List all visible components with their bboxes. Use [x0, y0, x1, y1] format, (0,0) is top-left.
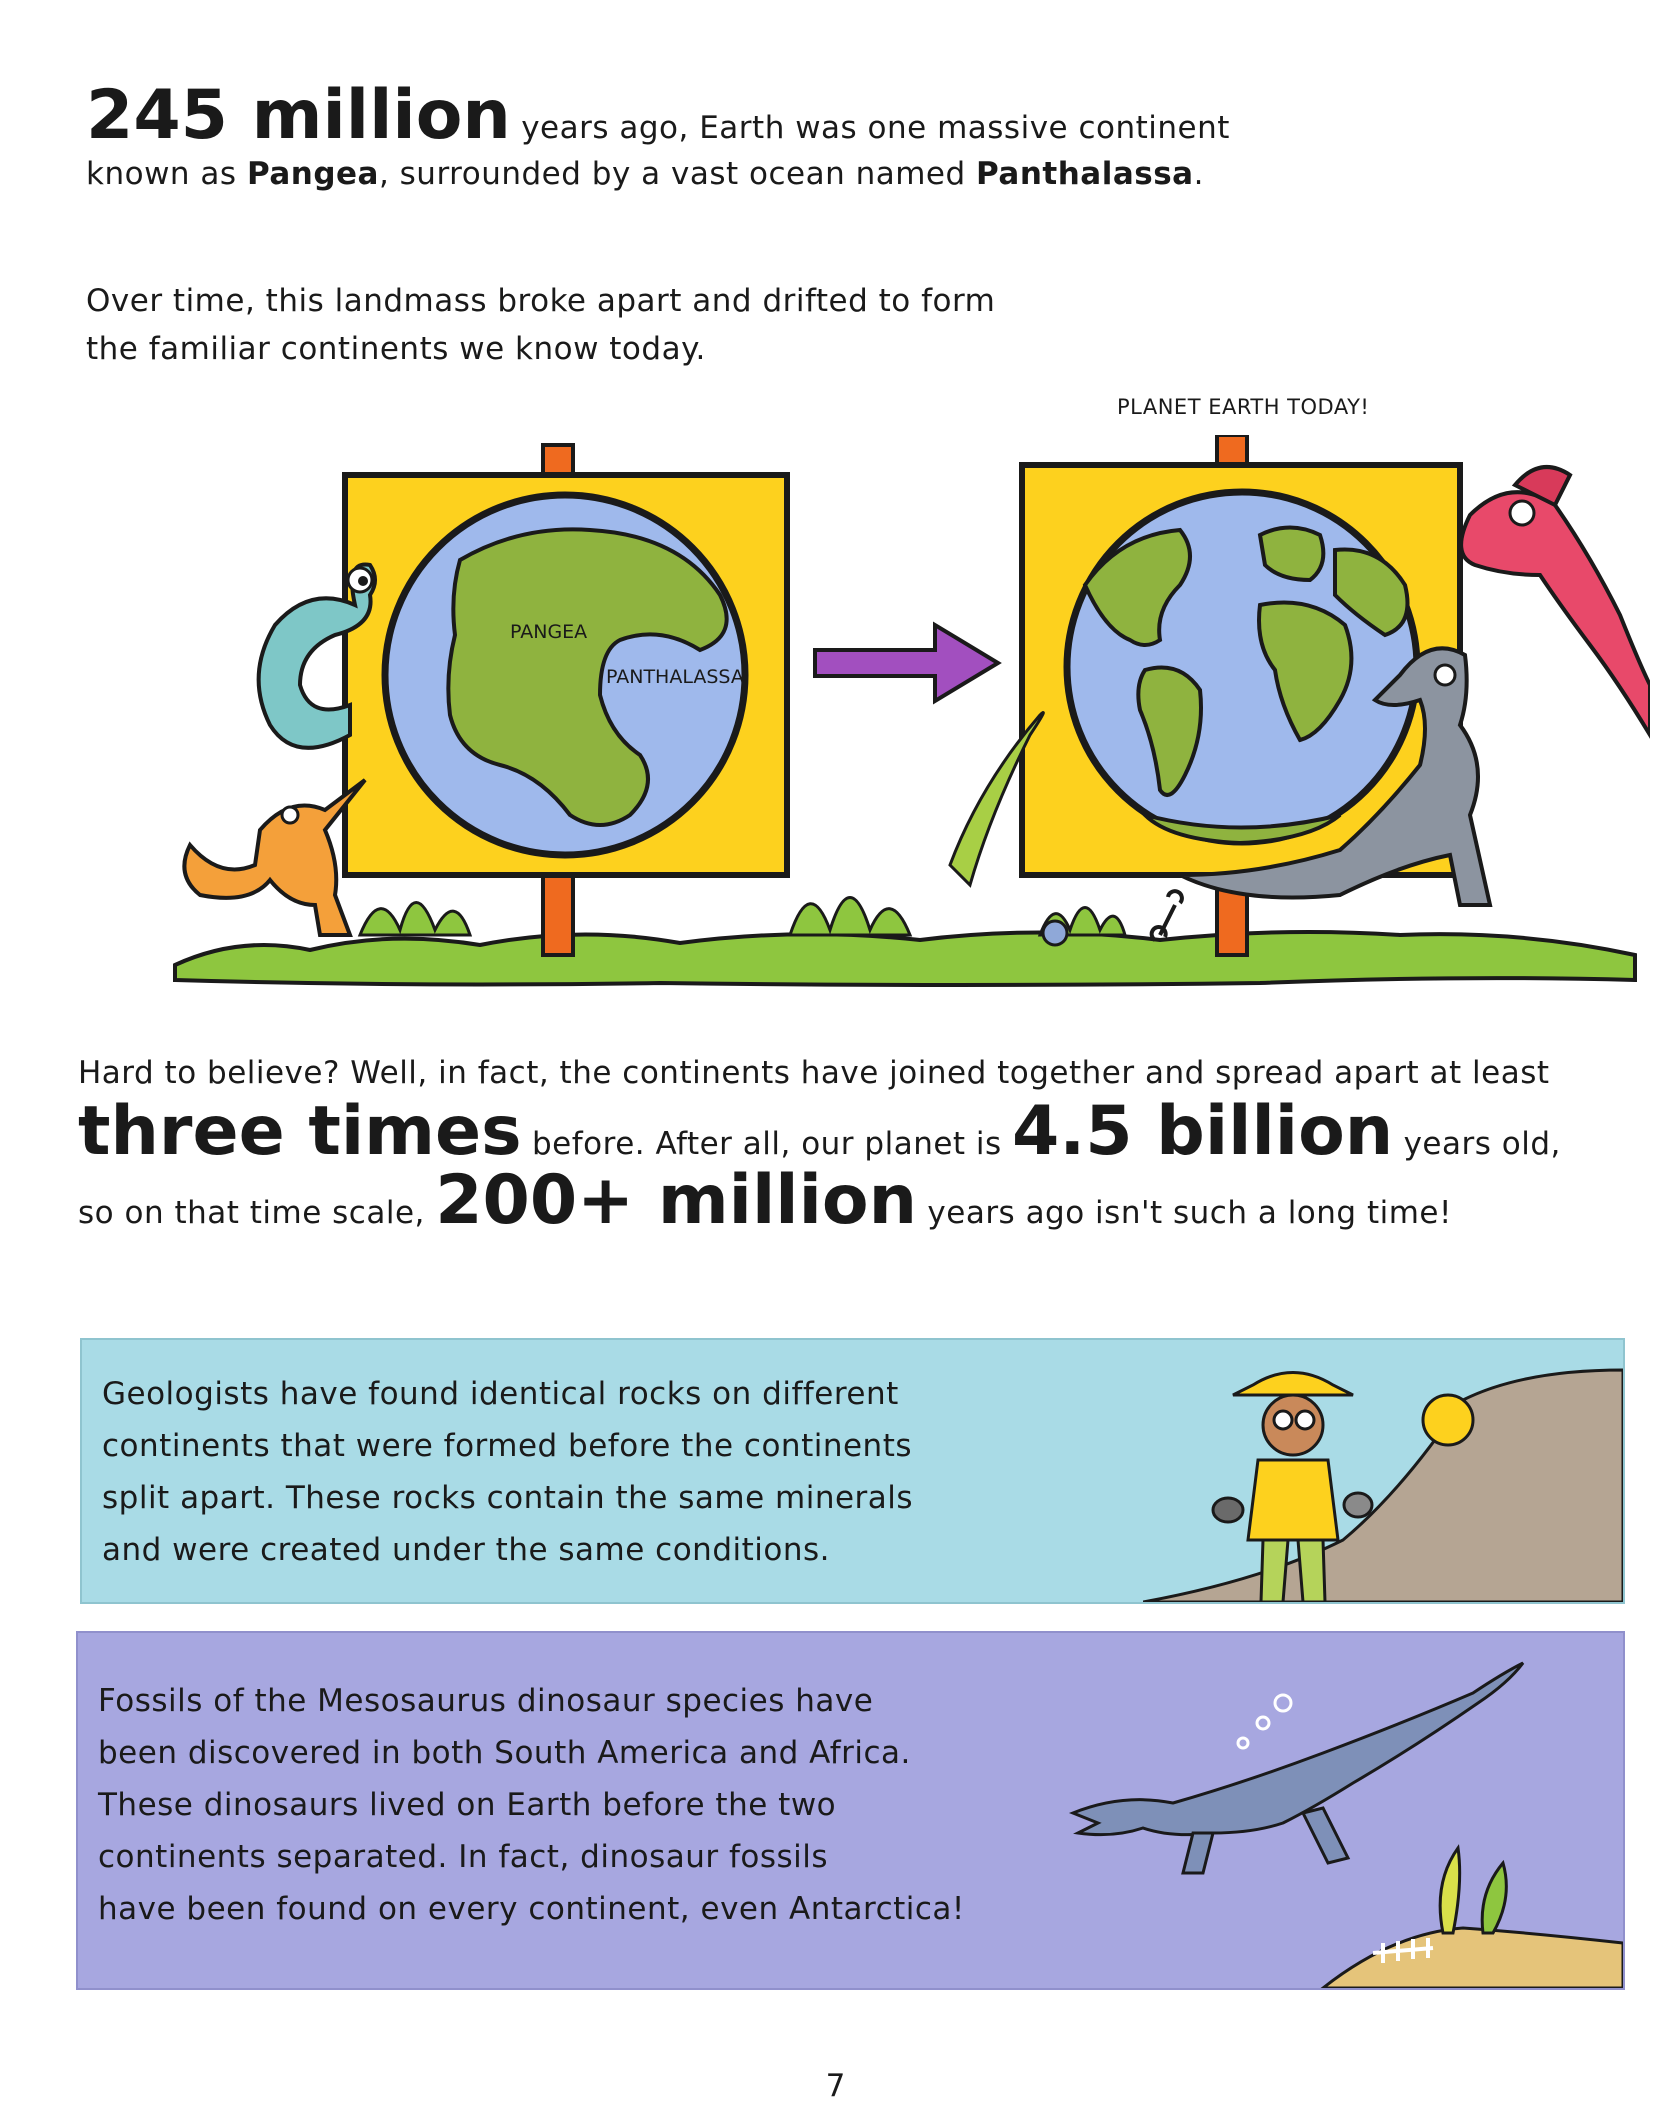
snail-shell: [1043, 921, 1067, 945]
red-dinosaur: [1461, 492, 1650, 735]
geologists-text: [102, 1368, 913, 1576]
seaweed-icon: [1440, 1848, 1460, 1933]
fossils-panel: [76, 1631, 1625, 1990]
intro-line-2-c: .: [1193, 156, 1204, 192]
timescale-line-3: [78, 1161, 1561, 1240]
drift-line-2: the familiar continents we know today.: [86, 331, 706, 367]
mesosaurus-illustration: [1063, 1633, 1623, 1988]
intro-paragraph: [86, 76, 1230, 197]
earth-globe-ocean: [1067, 492, 1417, 842]
page-number: 7: [825, 2068, 846, 2104]
geologists-line-2: continents that were formed before the continents: [102, 1428, 913, 1464]
blue-dinosaur-pupil: [358, 576, 368, 586]
orange-dinosaur: [184, 780, 365, 935]
term-panthalassa: Panthalassa: [976, 156, 1194, 192]
seaweed-icon: [1482, 1863, 1506, 1933]
geologists-line-3: split apart. These rocks contain the same minerals: [102, 1480, 914, 1516]
bubble-icon: [1257, 1717, 1269, 1729]
geologist-body: [1248, 1460, 1338, 1540]
label-pangea: PANGEA: [510, 621, 588, 643]
fossils-text: [98, 1675, 965, 1935]
rock-right: [1344, 1493, 1372, 1517]
left-sign-post: [543, 865, 573, 955]
caption-planet-earth-today: PLANET EARTH TODAY!: [1117, 395, 1370, 419]
bubble-icon: [1275, 1695, 1291, 1711]
highlight-245-million: 245 million: [86, 76, 511, 155]
pangea-illustration: [160, 435, 1650, 995]
fossils-line-2: been discovered in both South America and Africa.: [98, 1735, 911, 1771]
orange-dinosaur-eye: [282, 807, 298, 823]
rock-left: [1213, 1498, 1243, 1522]
mesosaurus-leg-back: [1303, 1808, 1348, 1863]
term-pangea: Pangea: [246, 156, 379, 192]
geologist-glasses-left: [1274, 1411, 1292, 1429]
intro-line-1-text: years ago, Earth was one massive continent: [510, 110, 1230, 146]
bush-left: [360, 903, 470, 936]
red-dinosaur-eye: [1510, 501, 1534, 525]
label-panthalassa: PANTHALASSA: [606, 666, 744, 688]
bush-middle: [790, 898, 910, 936]
geologist-hat: [1233, 1373, 1353, 1396]
timescale-line-1: Hard to believe? Well, in fact, the continents have joined together and spread apart at least: [78, 1055, 1550, 1091]
arrow-right: [815, 625, 998, 701]
grey-dinosaur-eye: [1435, 665, 1455, 685]
timescale-line-2-mid: before. After all, our planet is: [521, 1126, 1013, 1162]
fossils-line-5: have been found on every continent, even Antarctica!: [98, 1891, 965, 1927]
mesosaurus: [1073, 1663, 1523, 1835]
mesosaurus-leg-front: [1183, 1833, 1213, 1873]
intro-line-2-b: , surrounded by a vast ocean named: [378, 156, 977, 192]
timescale-line-2-end: years old,: [1393, 1126, 1561, 1162]
drift-paragraph: [86, 278, 995, 374]
fossils-line-4: continents separated. In fact, dinosaur fossils: [98, 1839, 829, 1875]
geologist-illustration: [1143, 1340, 1623, 1602]
highlight-4-5-billion: 4.5 billion: [1012, 1092, 1394, 1171]
geologist-glasses-right: [1296, 1411, 1314, 1429]
highlight-three-times: three times: [78, 1092, 522, 1171]
intro-line-1: [86, 76, 1230, 155]
bubble-icon: [1238, 1738, 1248, 1748]
fossils-line-1: Fossils of the Mesosaurus dinosaur species have: [98, 1683, 874, 1719]
drift-line-1: Over time, this landmass broke apart and drifted to form: [86, 283, 996, 319]
geologists-line-4: and were created under the same conditions.: [102, 1532, 831, 1568]
fossils-line-3: These dinosaurs lived on Earth before the two: [98, 1787, 837, 1823]
timescale-paragraph: [78, 1050, 1561, 1240]
sun-icon: [1423, 1395, 1473, 1445]
geologists-panel: [80, 1338, 1625, 1604]
geologists-line-1: Geologists have found identical rocks on different: [102, 1376, 899, 1412]
seabed: [1323, 1928, 1623, 1988]
highlight-200-million: 200+ million: [435, 1161, 918, 1240]
timescale-line-3-start: so on that time scale,: [78, 1195, 436, 1231]
timescale-line-3-end: years ago isn't such a long time!: [917, 1195, 1452, 1231]
bone: [1152, 891, 1182, 940]
grass-strip: [175, 932, 1635, 985]
rocky-hill: [1143, 1370, 1623, 1602]
intro-line-2-a: known as: [86, 156, 247, 192]
intro-line-2: [86, 151, 1230, 197]
timescale-line-2: [78, 1092, 1561, 1171]
